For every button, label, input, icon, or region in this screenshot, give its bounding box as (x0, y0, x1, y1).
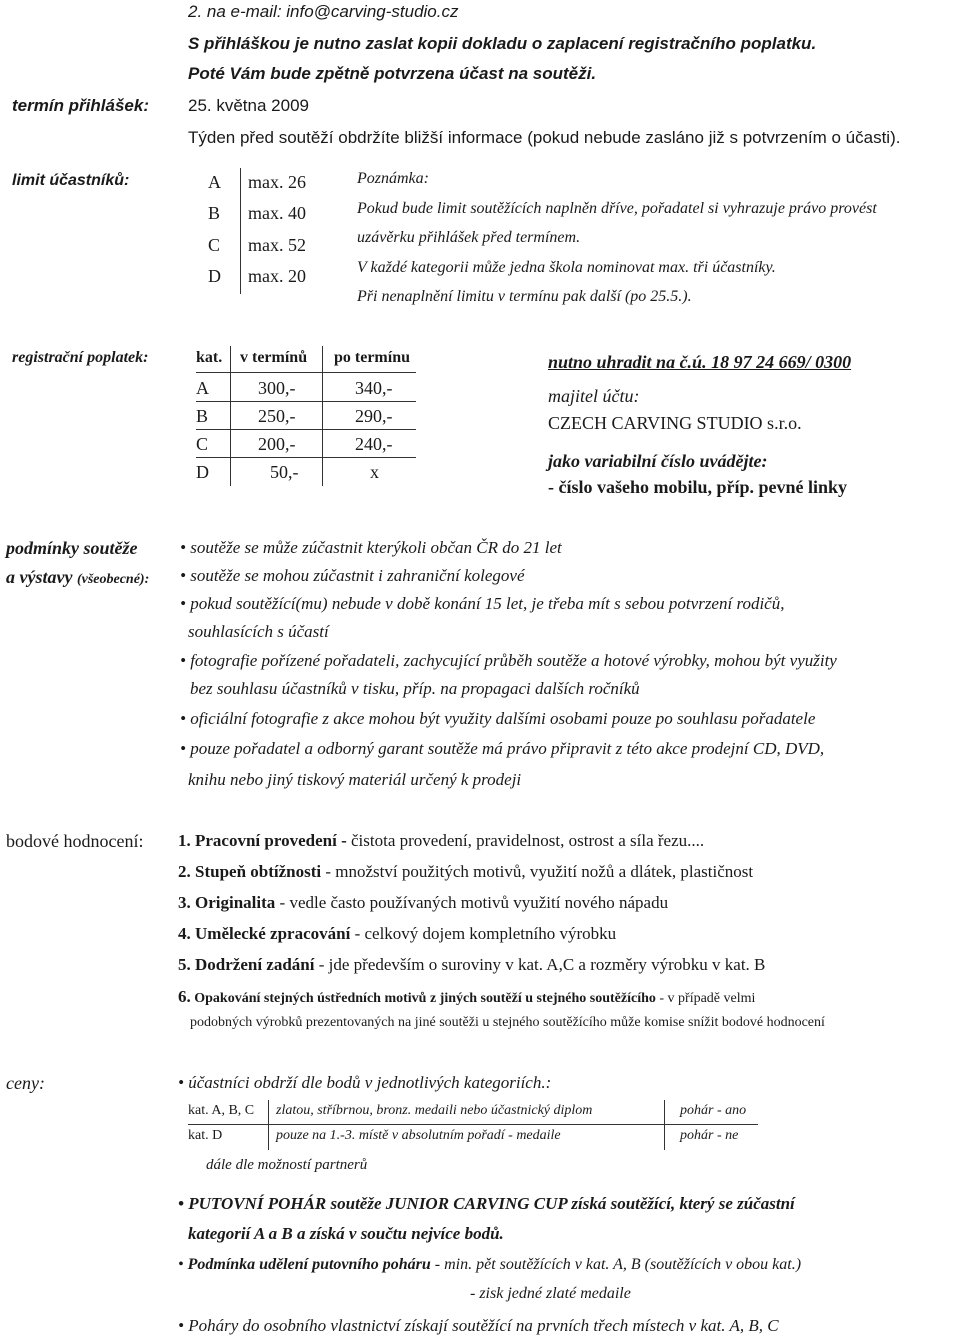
fee-header-before: v termínů (240, 349, 308, 366)
limit-max-b: max. 40 (248, 203, 306, 223)
scoring-item-5: 5. Dodržení zadání - jde především o suroviny v kat. A,C a rozměry výrobku v kat. B (178, 955, 766, 974)
fee-cat-d: D (196, 462, 209, 482)
limit-cat-c: C (208, 235, 221, 255)
note-line-2: uzávěrku přihlášek před termínem. (357, 229, 581, 246)
prizes-label: ceny: (6, 1073, 45, 1093)
prize-row-rule (188, 1124, 758, 1125)
owner-label: majitel účtu: (548, 386, 640, 406)
limit-max-a: max. 26 (248, 172, 306, 192)
scoring-item-1: 1. Pracovní provedení - čistota provedení, pravidelnost, ostrost a síla řezu.... (178, 831, 705, 850)
fee-row-rule (196, 457, 416, 458)
scoring-item-6-cont: podobných výrobků prezentovaných na jiné soutěži u stejného soutěžícího může komise snížit bodové hodnocení (190, 1015, 825, 1030)
fee-cat-a: A (196, 378, 209, 398)
cup-line-1: • PUTOVNÍ POHÁR soutěže JUNIOR CARVING CUP získá soutěžící, který se zúčastní (178, 1194, 795, 1213)
fee-before-b: 250,- (258, 406, 296, 426)
limit-cat-a: A (208, 172, 221, 192)
conditions-label-1: podmínky soutěže (6, 538, 138, 558)
fee-row-rule (196, 429, 416, 430)
fee-cat-b: B (196, 406, 209, 426)
limit-max-c: max. 52 (248, 235, 306, 255)
condition-item-3-cont: souhlasících s účastí (188, 622, 329, 641)
fee-after-a: 340,- (355, 378, 393, 398)
condition-item-5: • oficiální fotografie z akce mohou být využity dalšími osobami pouze po souhlasu pořadatele (180, 709, 816, 728)
limit-max-d: max. 20 (248, 266, 306, 286)
scoring-item-6: 6. Opakování stejných ústředních motivů z jiných soutěží u stejného soutěžícího - v případě velmi (178, 987, 756, 1006)
cup-condition-2: - zisk jedné zlaté medaile (470, 1285, 631, 1302)
prize-cat-2: kat. D (188, 1128, 223, 1143)
fee-after-c: 240,- (355, 434, 393, 454)
confirm-line: Poté Vám bude zpětně potvrzena účast na soutěži. (188, 64, 597, 83)
limit-cat-b: B (208, 203, 221, 223)
condition-item-2: • soutěže se mohou zúčastnit i zahraniční kolegové (180, 566, 525, 585)
condition-item-1: • soutěže se může zúčastnit kterýkoli občan ČR do 21 let (180, 538, 562, 557)
fee-header-after: po termínu (334, 349, 410, 366)
conditions-label-2: a výstavy (všeobecné): (6, 567, 150, 587)
prize-col-divider (268, 1100, 269, 1150)
prize-col-divider (664, 1100, 665, 1150)
deadline-label: termín přihlášek: (12, 96, 149, 115)
note-line-4: Při nenaplnění limitu v termínu pak další (po 25.5.). (357, 288, 692, 305)
prize-desc-2: pouze na 1.-3. místě v absolutním pořadí - medaile (276, 1128, 561, 1143)
owner-name: CZECH CARVING STUDIO s.r.o. (548, 413, 802, 433)
email-line: 2. na e-mail: info@carving-studio.cz (188, 2, 459, 21)
pay-line: nutno uhradit na č.ú. 18 97 24 669/ 0300 (548, 352, 852, 372)
fee-before-a: 300,- (258, 378, 296, 398)
scoring-item-3: 3. Originalita - vedle často používaných motivů využití nového nápadu (178, 893, 669, 912)
scoring-item-2: 2. Stupeň obtížnosti - množství použitých motivů, využití nožů a dlátek, plastičnost (178, 862, 754, 881)
copy-line: S přihláškou je nutno zaslat kopii dokladu o zaplacení registračního poplatku. (188, 34, 817, 53)
cup-line-2: kategorií A a B a získá v součtu nejvíce bodů. (188, 1224, 504, 1243)
fee-after-b: 290,- (355, 406, 393, 426)
deadline-date: 25. května 2009 (188, 96, 309, 115)
fee-col-divider (230, 346, 231, 486)
vs-line-1: jako variabilní číslo uvádějte: (548, 451, 768, 471)
fee-before-d: 50,- (270, 462, 299, 482)
condition-item-6-cont: knihu nebo jiný tiskový materiál určený k prodeji (188, 770, 522, 789)
note-title: Poznámka: (357, 170, 429, 187)
fee-header-rule (196, 372, 416, 373)
vs-line-2: - číslo vašeho mobilu, příp. pevné linky (548, 477, 848, 497)
fee-row-rule (196, 401, 416, 402)
partners-line: dále dle možností partnerů (206, 1157, 368, 1173)
prizes-intro: • účastníci obdrží dle bodů v jednotlivých kategoriích.: (178, 1073, 552, 1092)
note-line-1: Pokud bude limit soutěžících naplněn dříve, pořadatel si vyhrazuje právo provést (357, 200, 877, 217)
condition-item-3: • pokud soutěžící(mu) nebude v době konání 15 let, je třeba mít s sebou potvrzení rodičů, (180, 594, 785, 613)
fee-cat-c: C (196, 434, 209, 454)
fee-after-d: x (370, 462, 379, 482)
prize-cup-2: pohár - ne (680, 1128, 739, 1143)
limit-label: limit účastníků: (12, 172, 130, 189)
prize-cat-1: kat. A, B, C (188, 1103, 255, 1118)
note-line-3: V každé kategorii může jedna škola nominovat max. tři účastníky. (357, 259, 776, 276)
condition-item-4: • fotografie pořízené pořadateli, zachycující průběh soutěže a hotové výrobky, mohou být využity (180, 651, 837, 670)
fee-col-divider (322, 346, 323, 486)
prize-desc-1: zlatou, stříbrnou, bronz. medaili nebo účastnický diplom (276, 1103, 593, 1118)
limit-cat-d: D (208, 266, 221, 286)
scoring-label: bodové hodnocení: (6, 831, 144, 851)
cup-condition: • Podmínka udělení putovního poháru - min. pět soutěžících v kat. A, B (soutěžících v obou kat.) (178, 1256, 802, 1273)
fee-header-kat: kat. (196, 349, 223, 366)
limit-divider (240, 168, 241, 294)
scoring-item-4: 4. Umělecké zpracování - celkový dojem kompletního výrobku (178, 924, 617, 943)
condition-item-6: • pouze pořadatel a odborný garant soutěže má právo připravit z této akce prodejní CD, DVD, (180, 739, 825, 758)
fee-before-c: 200,- (258, 434, 296, 454)
fee-label: registrační poplatek: (12, 349, 149, 366)
deadline-note: Týden před soutěží obdržíte bližší informace (pokud nebude zasláno již s potvrzením o účasti). (188, 128, 901, 147)
condition-item-4-cont: bez souhlasu účastníků v tisku, příp. na propagaci dalších ročníků (190, 679, 640, 698)
personal-cups-line: • Poháry do osobního vlastnictví získají soutěžící na prvních třech místech v kat. A, B, C (178, 1316, 779, 1335)
prize-cup-1: pohár - ano (680, 1103, 747, 1118)
